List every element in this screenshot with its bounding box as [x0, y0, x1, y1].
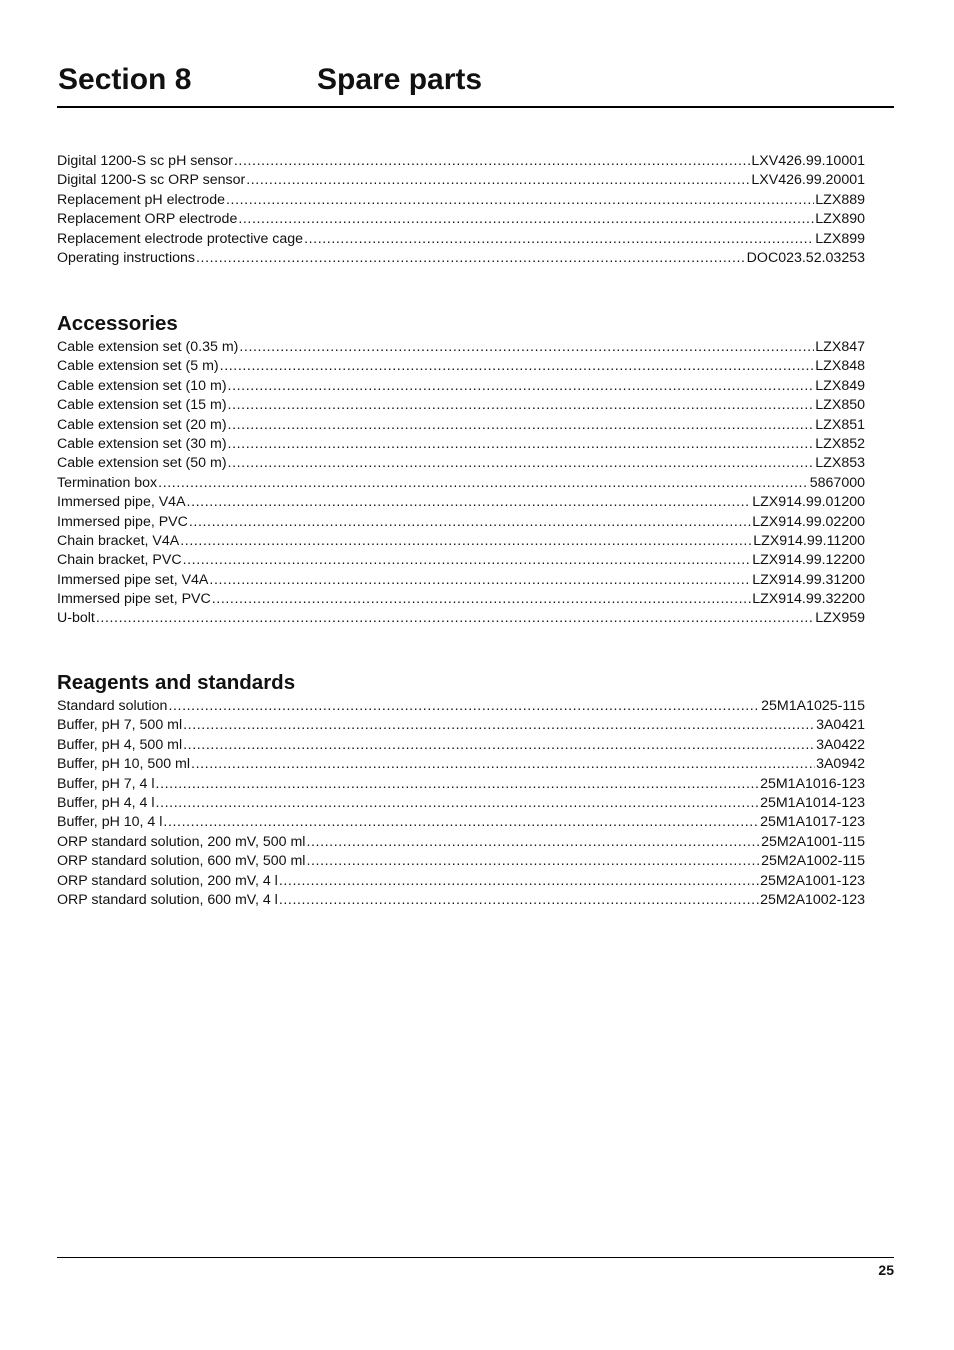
list-item — [57, 532, 865, 551]
leader-dots — [228, 454, 815, 473]
part-number: 25M2A1001-115 — [761, 833, 865, 850]
leader-dots — [228, 377, 815, 396]
part-number: 25M1A1025-115 — [761, 698, 865, 714]
part-name: U-bolt — [57, 610, 95, 627]
leader-dots — [306, 852, 760, 871]
list-item — [57, 210, 865, 229]
leader-dots — [228, 435, 815, 454]
leader-dots — [220, 357, 815, 376]
leader-dots — [156, 775, 760, 794]
part-name: Replacement ORP electrode — [57, 211, 238, 228]
part-name: Chain bracket, PVC — [57, 552, 182, 569]
leader-dots — [156, 794, 760, 813]
part-number: LZX851 — [815, 416, 865, 433]
part-name: Operating instructions — [57, 249, 196, 266]
leader-dots — [183, 716, 815, 735]
leader-dots — [212, 590, 751, 609]
list-item — [57, 571, 865, 590]
list-item — [57, 152, 865, 171]
list-item — [57, 697, 865, 716]
part-name: ORP standard solution, 200 mV, 500 ml — [57, 833, 306, 850]
leader-dots — [226, 191, 814, 210]
part-name: Cable extension set (20 m) — [57, 416, 227, 433]
leader-dots — [180, 532, 752, 551]
leader-dots — [189, 513, 751, 532]
part-name: Immersed pipe set, PVC — [57, 591, 211, 608]
part-name: ORP standard solution, 600 mV, 500 ml — [57, 853, 306, 870]
leader-dots — [163, 813, 759, 832]
list-item — [57, 416, 865, 435]
part-number: LZX889 — [815, 191, 865, 208]
list-item — [57, 891, 865, 910]
list-item — [57, 191, 865, 210]
list-item — [57, 357, 865, 376]
list-item — [57, 493, 865, 512]
list-item — [57, 872, 865, 891]
part-number: LZX914.99.11200 — [753, 532, 865, 549]
leader-dots — [183, 736, 815, 755]
part-name: Replacement pH electrode — [57, 191, 225, 208]
leader-dots — [96, 609, 814, 628]
part-number: LZX853 — [815, 455, 865, 472]
part-name: Buffer, pH 7, 4 l — [57, 775, 155, 792]
part-number: LZX959 — [815, 610, 865, 627]
leader-dots — [228, 396, 815, 415]
leader-dots — [196, 249, 746, 268]
leader-dots — [239, 338, 814, 357]
part-number: 25M2A1001-123 — [760, 872, 865, 889]
part-name: Chain bracket, V4A — [57, 532, 180, 549]
list-item — [57, 338, 865, 357]
part-name: ORP standard solution, 600 mV, 4 l — [57, 891, 278, 908]
part-name: Immersed pipe, V4A — [57, 494, 186, 511]
part-name: Replacement electrode protective cage — [57, 230, 304, 247]
list-item — [57, 171, 865, 190]
leader-dots — [158, 474, 809, 493]
leader-dots — [234, 152, 751, 171]
reagents-list — [57, 697, 865, 910]
list-item — [57, 454, 865, 473]
list-item — [57, 813, 865, 832]
list-item — [57, 249, 865, 268]
part-name: Standard solution — [57, 698, 168, 714]
part-number: 25M1A1017-123 — [760, 814, 865, 831]
part-name: Buffer, pH 10, 500 ml — [57, 756, 191, 773]
part-number: LZX847 — [815, 339, 865, 355]
leader-dots — [279, 872, 759, 891]
list-item — [57, 609, 865, 628]
accessories-list — [57, 338, 865, 629]
part-number: 25M2A1002-123 — [760, 891, 865, 908]
part-name: Buffer, pH 4, 500 ml — [57, 736, 183, 753]
list-item — [57, 590, 865, 609]
part-number: LZX890 — [815, 211, 865, 228]
part-number: LZX849 — [815, 377, 865, 394]
leader-dots — [246, 171, 750, 190]
list-item — [57, 852, 865, 871]
section-header — [57, 58, 894, 108]
part-name: Cable extension set (10 m) — [57, 377, 227, 394]
part-number: DOC023.52.03253 — [746, 249, 865, 266]
leader-dots — [304, 230, 814, 249]
part-number: LZX848 — [815, 358, 865, 375]
leader-dots — [238, 210, 814, 229]
leader-dots — [168, 697, 760, 716]
part-number: LXV426.99.20001 — [751, 172, 865, 189]
leader-dots — [183, 551, 752, 570]
accessories-heading: Accessories — [57, 312, 178, 335]
footer-divider — [57, 1257, 894, 1258]
part-name: Cable extension set (0.35 m) — [57, 339, 239, 355]
part-name: ORP standard solution, 200 mV, 4 l — [57, 872, 278, 889]
part-number: LZX899 — [815, 230, 865, 247]
part-name: Buffer, pH 10, 4 l — [57, 814, 163, 831]
main-parts-list — [57, 152, 865, 268]
list-item — [57, 755, 865, 774]
leader-dots — [306, 833, 760, 852]
leader-dots — [228, 416, 815, 435]
part-name: Cable extension set (15 m) — [57, 397, 227, 414]
part-number: 3A0942 — [816, 756, 865, 773]
part-number: 25M1A1014-123 — [760, 794, 865, 811]
leader-dots — [209, 571, 751, 590]
part-name: Immersed pipe, PVC — [57, 513, 188, 530]
list-item — [57, 230, 865, 249]
section-number: Section 8 — [58, 63, 192, 96]
part-number: 3A0421 — [816, 717, 865, 734]
part-number: LZX914.99.32200 — [752, 591, 865, 608]
list-item — [57, 736, 865, 755]
part-name: Digital 1200-S sc ORP sensor — [57, 172, 246, 189]
list-item — [57, 794, 865, 813]
part-name: Cable extension set (50 m) — [57, 455, 227, 472]
list-item — [57, 396, 865, 415]
reagents-heading: Reagents and standards — [57, 671, 296, 694]
list-item — [57, 435, 865, 454]
part-name: Cable extension set (5 m) — [57, 358, 219, 375]
part-number: 25M1A1016-123 — [760, 775, 865, 792]
part-number: LZX850 — [815, 397, 865, 414]
list-item — [57, 775, 865, 794]
list-item — [57, 474, 865, 493]
part-number: 3A0422 — [816, 736, 865, 753]
part-name: Buffer, pH 7, 500 ml — [57, 717, 183, 734]
section-title: Spare parts — [317, 63, 483, 96]
part-number: LXV426.99.10001 — [751, 153, 865, 169]
part-number: LZX852 — [815, 435, 865, 452]
page-number: 25 — [878, 1262, 894, 1278]
part-number: 5867000 — [809, 474, 865, 491]
part-number: LZX914.99.12200 — [752, 552, 865, 569]
list-item — [57, 513, 865, 532]
part-name: Buffer, pH 4, 4 l — [57, 794, 155, 811]
part-name: Cable extension set (30 m) — [57, 435, 227, 452]
leader-dots — [279, 891, 759, 910]
leader-dots — [191, 755, 815, 774]
part-name: Digital 1200-S sc pH sensor — [57, 153, 233, 169]
list-item — [57, 377, 865, 396]
part-number: 25M2A1002-115 — [761, 853, 865, 870]
part-name: Termination box — [57, 474, 158, 491]
part-number: LZX914.99.01200 — [752, 494, 865, 511]
part-number: LZX914.99.31200 — [752, 571, 865, 588]
list-item — [57, 833, 865, 852]
list-item — [57, 716, 865, 735]
leader-dots — [187, 493, 752, 512]
part-number: LZX914.99.02200 — [752, 513, 865, 530]
list-item — [57, 551, 865, 570]
part-name: Immersed pipe set, V4A — [57, 571, 209, 588]
